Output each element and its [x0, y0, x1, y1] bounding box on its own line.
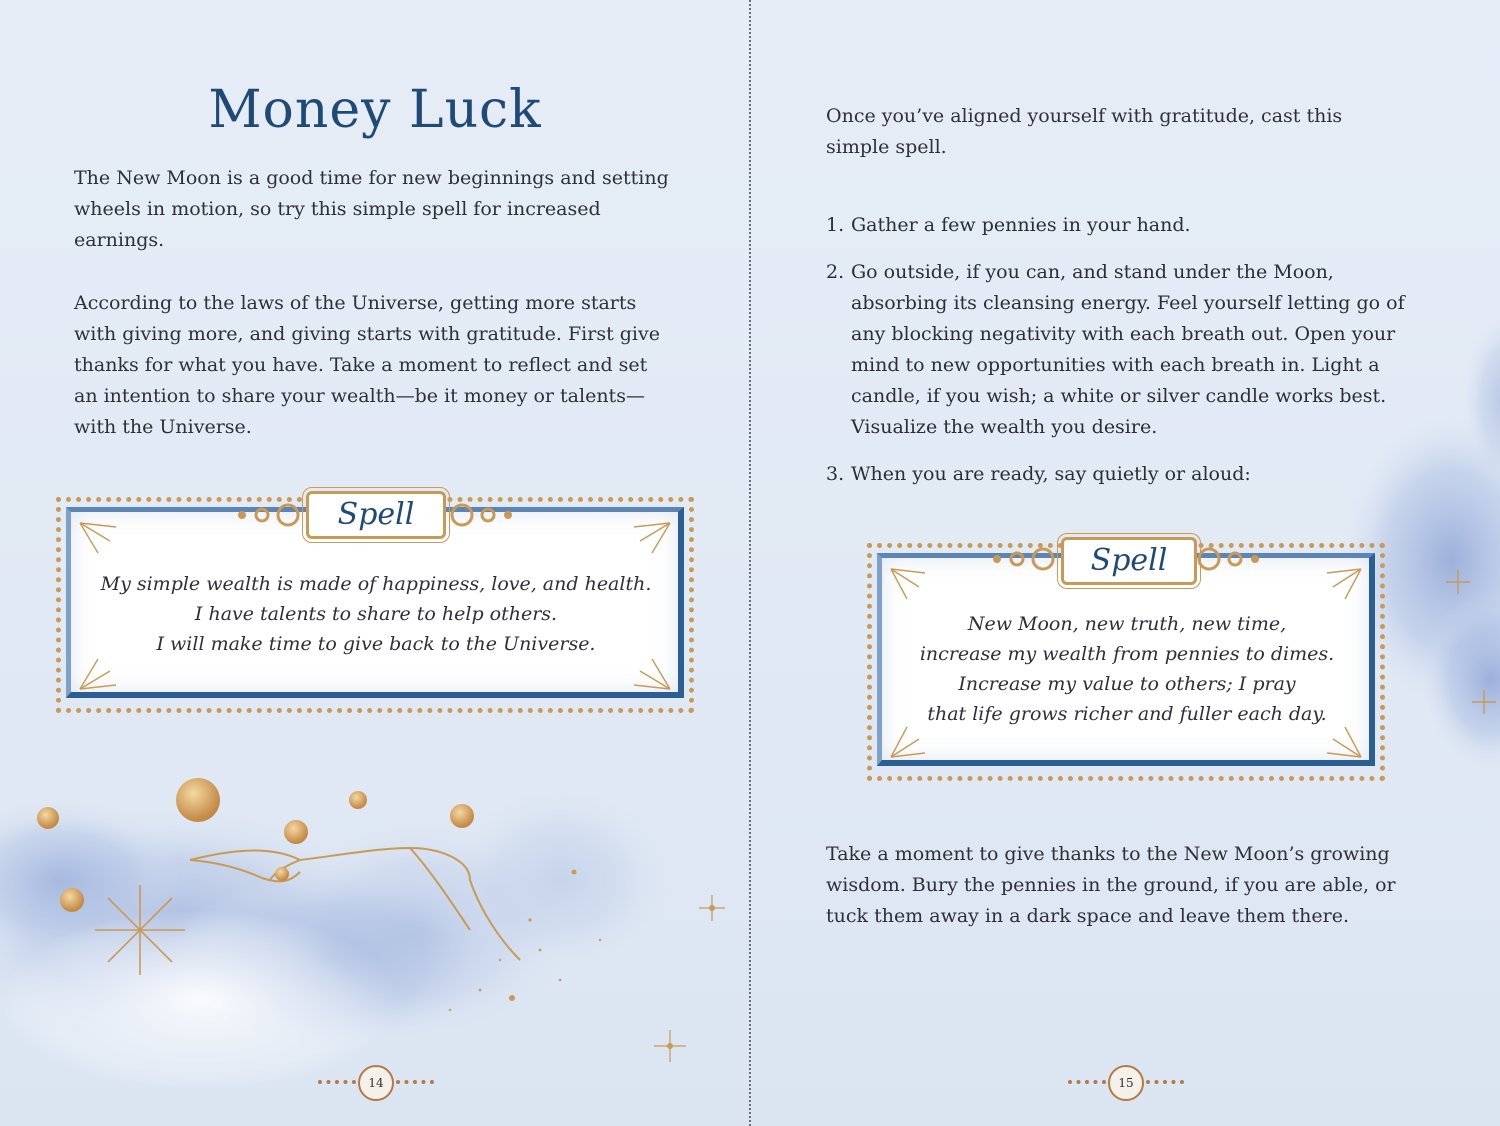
gratitude-paragraph: According to the laws of the Universe, getting more starts with giving more, and giving starts with gratitude. First give thanks for what you have. Take a moment to reflect and set an intention to share your wealth—be it money or talents—with the Universe. — [74, 292, 660, 438]
page-title: Money Luck — [208, 80, 542, 140]
step-number: 2. — [826, 261, 845, 283]
steps-list — [826, 210, 1426, 506]
step-number: 1. — [826, 214, 845, 236]
spell-line: I have talents to share to help others. — [194, 603, 558, 625]
page-number-dots — [1146, 1080, 1184, 1084]
step-text: Gather a few pennies in your hand. — [851, 214, 1191, 236]
spell-text — [86, 569, 666, 659]
spell-label: Spell — [306, 491, 446, 539]
page-number-dots — [396, 1080, 434, 1084]
step-text: Go outside, if you can, and stand under the Moon, absorbing its cleansing energy. Feel yourself letting go of any blocking negativity with each breath out. Open your mind to new opportunities with each breath in. Light a candle, if you wish; a white or silver candle works best. Visualize the wealth you desire. — [851, 261, 1405, 438]
intro-paragraph: Once you’ve aligned yourself with gratitude, cast this simple spell. — [826, 105, 1343, 158]
intro-paragraph: The New Moon is a good time for new beginnings and setting wheels in motion, so try this simple spell for increased earnings. — [74, 167, 669, 251]
spell-line: My simple wealth is made of happiness, love, and health. — [100, 573, 652, 595]
step-text: When you are ready, say quietly or aloud: — [851, 463, 1251, 485]
list-item — [826, 257, 1406, 443]
list-item — [826, 459, 1426, 490]
page-number: 15 — [1108, 1065, 1144, 1101]
spell-label: Spell — [1061, 537, 1197, 585]
page-number-dots — [318, 1080, 356, 1084]
spell-box — [56, 497, 694, 713]
spell-line: increase my wealth from pennies to dimes. — [919, 643, 1335, 665]
step-number: 3. — [826, 463, 845, 485]
right-page — [751, 0, 1500, 1126]
spell-line: that life grows richer and fuller each day. — [927, 703, 1327, 725]
page-number: 14 — [358, 1065, 394, 1101]
spell-line: I will make time to give back to the Universe. — [156, 633, 596, 655]
page-number-dots — [1068, 1080, 1106, 1084]
closing-paragraph: Take a moment to give thanks to the New Moon’s growing wisdom. Bury the pennies in the ground, if you are able, or tuck them away in a dark space and leave them there. — [826, 843, 1396, 927]
list-item — [826, 210, 1426, 241]
spell-line: New Moon, new truth, new time, — [967, 613, 1287, 635]
spell-text — [887, 609, 1367, 729]
spell-box — [867, 543, 1385, 781]
spell-line: Increase my value to others; I pray — [958, 673, 1296, 695]
